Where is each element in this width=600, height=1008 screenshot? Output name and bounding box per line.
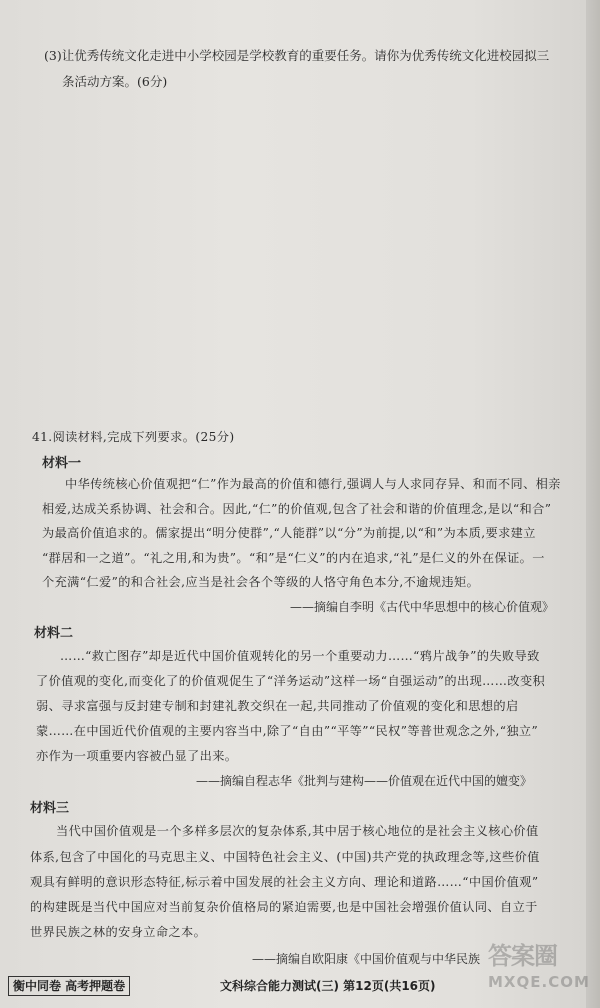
material-1-line: 个充满“仁爱”的和合社会,应当是社会各个等级的人恪守角色本分,不逾规违矩。 [42, 575, 480, 589]
watermark-line1: 答案圈 [488, 942, 557, 970]
material-2-source: ——摘编自程志华《批判与建构——价值观在近代中国的嬗变》 [196, 774, 533, 788]
material-2-line: 蒙……在中国近代价值观的主要内容当中,除了“自由”“平等”“民权”等普世观念之外,“独立” [36, 724, 539, 738]
question-3-line2: 条活动方案。(6分) [62, 74, 168, 89]
material-3-heading: 材料三 [30, 801, 70, 816]
material-1-line: “群居和一之道”。“礼之用,和为贵”。“和”是“仁义”的内在追求,“礼”是仁义的外在保证。一 [42, 551, 545, 565]
watermark-logo [488, 936, 588, 1000]
material-2-heading: 材料二 [34, 626, 74, 641]
material-2-line: 了价值观的变化,而变化了的价值观促生了“洋务运动”这样一场“自强运动”的出现……改变积 [36, 674, 546, 688]
material-1-heading: 材料一 [42, 456, 82, 471]
material-3-line: 观具有鲜明的意识形态特征,标示着中国发展的社会主义方向、理论和道路……“中国价值观” [30, 875, 539, 889]
material-3-source: ——摘编自欧阳康《中国价值观与中华民族 [252, 952, 481, 966]
material-1-line: 相爱,达成关系协调、社会和合。因此,“仁”的价值观,包含了社会和谐的价值理念,是以“和合” [42, 502, 552, 516]
watermark-line2: MXQE.COM [488, 973, 590, 991]
material-2-line: ……“救亡图存”却是近代中国价值观转化的另一个重要动力……“鸦片战争”的失败导致 [60, 649, 540, 663]
footer-page-info: 文科综合能力测试(三) 第12页(共16页) [220, 979, 436, 993]
material-1-source: ——摘编自李明《古代中华思想中的核心价值观》 [290, 600, 555, 614]
page-edge [586, 0, 600, 1008]
material-3-line: 的构建既是当代中国应对当前复杂价值格局的紧迫需要,也是中国社会增强价值认同、自立于 [30, 900, 538, 914]
material-1-line: 为最高价值追求的。儒家提出“明分使群”,“人能群”以“分”为前提,以“和”为本质,要求建立 [42, 526, 536, 540]
material-3-line: 体系,包含了中国化的马克思主义、中国特色社会主义、(中国)共产党的执政理念等,这些价值 [30, 850, 540, 864]
material-3-line: 世界民族之林的安身立命之本。 [30, 925, 207, 939]
material-2-line: 亦作为一项重要内容被凸显了出来。 [36, 749, 238, 763]
question-3-line1: (3)让优秀传统文化走进中小学校园是学校教育的重要任务。请你为优秀传统文化进校园拟三 [44, 48, 550, 63]
material-2-line: 弱、寻求富强与反封建专制和封建礼教交织在一起,共同推动了价值观的变化和思想的启 [36, 699, 519, 713]
material-1-line: 中华传统核心价值观把“仁”作为最高的价值和德行,强调人与人求同存异、和而不同、相亲 [65, 477, 561, 491]
footer-series-label: 衡中同卷 高考押题卷 [8, 976, 130, 996]
question-41-title: 41.阅读材料,完成下列要求。(25分) [32, 430, 235, 444]
material-3-line: 当代中国价值观是一个多样多层次的复杂体系,其中居于核心地位的是社会主义核心价值 [56, 824, 539, 838]
